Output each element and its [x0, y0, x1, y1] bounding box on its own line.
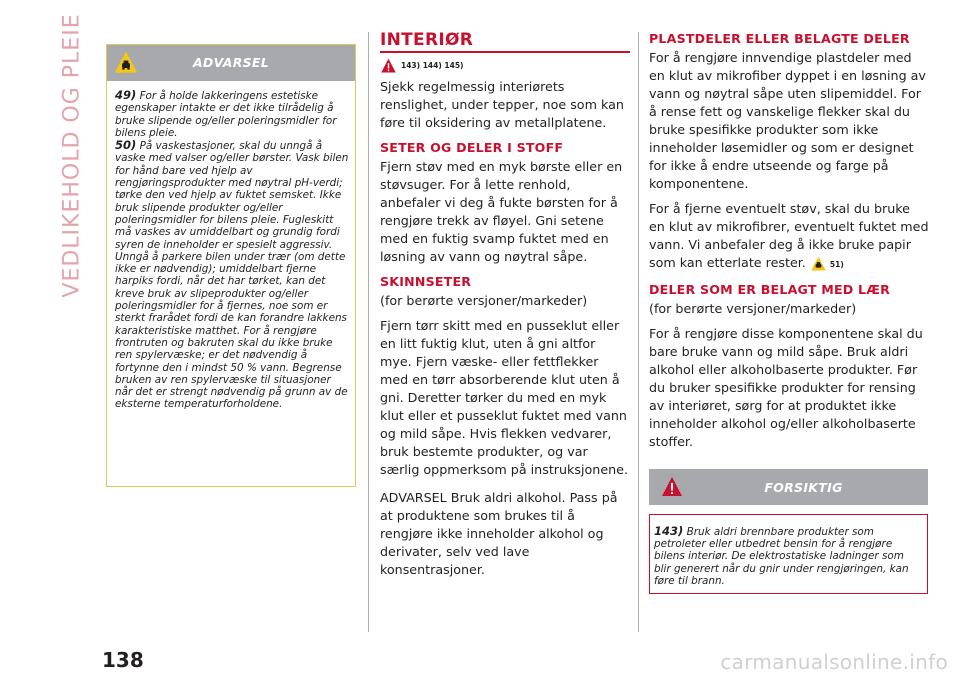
leather-parts-text: For å rengjøre disse komponentene skal du bare bruke vann og mild såpe. Bruk aldri alkohol eller alkoholbaserte produkter. Før du bruker spesifikke produkter for rensing av interiøret, sørg for at produktet ikke inneholder alkohol og/eller alkoholbaserte stoffer.: [649, 326, 923, 449]
interior-heading-rule: [380, 51, 630, 53]
seats-heading: SETER OG DELER I STOFF: [380, 140, 564, 155]
advarsel-item: [115, 89, 351, 139]
forsiktig-box-header: [649, 469, 928, 505]
column-divider-right: [638, 32, 639, 632]
column-divider-left: [368, 32, 369, 632]
advarsel-box-header: [107, 45, 355, 81]
interior-heading: INTERIØR: [380, 30, 474, 50]
plastic-text-2-wrap: [649, 200, 929, 274]
advarsel-item: [115, 139, 351, 411]
plastic-text-1: For å rengjøre innvendige plastdeler med en klut av mikrofiber dyppet i en løsning av vann og nøytral såpe uten slipemiddel. For å rense fett og vanskelige flekker skal du bruke spesifikke produkter som ikke inneholder løsemidler og som er designet for ikke å endre utseende og farge på komponentene.: [649, 50, 926, 191]
advarsel-title: ADVARSEL: [192, 55, 270, 70]
plastic-ref: 51): [829, 260, 844, 269]
forsiktig-box: [649, 469, 928, 599]
leather-seats-text: Fjern tørr skitt med en pusseklut eller en litt fuktig klut, uten å gni altfor mye. Fjern væske- eller fettflekker med en tørr absorberende klut uten å gni. Deretter tørker du med en myk klut eller et pusseklut fuktet med vann og mild såpe. Hvis flekken vedvarer, bruk bestemte produkter, og var særlig oppmerksom på instruksjonene.: [380, 318, 629, 477]
interior-refs-row: [380, 56, 630, 74]
leather-parts-heading: DELER SOM ER BELAGT MED LÆR: [649, 282, 890, 297]
interior-intro: Sjekk regelmessig interiørets renslighet, under tepper, noe som kan føre til oksidering av metallplatene.: [380, 79, 624, 130]
advarsel-item-text: På vaskestasjoner, skal du unngå å vaske med valser og/eller børster. Vask bilen for hånd bare ved hjelp av rengjøringsprodukter med nøytral pH-verdi; tørke den ved hjelp av fuktet semsket. Ikke bruk slipende produkter og/eller poleringsmidler for bilens pleie. Fugleskitt må vaskes av umiddelbart og grundig fordi syren de inneholder er spesielt aggressiv. Unngå å parkere bilen under trær (om dette ikke er nødvendig); umiddelbart fjerne harpiks fordi, når det har tørket, kan det kreve bruk av slipeprodukter og/eller poleringsmidler for å fjernes, noe som er sterkt frarådet fordi de kan forandre lakkens karakteristiske matthet. For å rengjøre frontruten og bakruten skal du ikke bruke ren spylervæske; er det nødvendig å fortynne den i mindst 50 % vann. Begrense bruken av ren spylervæske til situasjoner når det er strengt nødvendig på grunn av de eksterne temperaturforholdene.: [115, 140, 349, 411]
advarsel-item-number: 49): [115, 88, 137, 102]
forsiktig-item-number: 143): [654, 524, 684, 538]
advarsel-item-number: 50): [115, 138, 137, 153]
forsiktig-item-text: Bruk aldri brennbare produkter som petroleter eller utbedret bensin for å rengjøre bilens interiør. De elektrostatiske ladninger som blir generert når du gnir under rengjøringen, kan føre til brann.: [654, 526, 909, 587]
advarsel-body: [107, 81, 355, 417]
car-warning-icon: [810, 256, 827, 272]
advarsel-box: [106, 44, 356, 487]
hazard-warning-icon: [380, 58, 397, 74]
plastic-column: [649, 30, 929, 458]
alcohol-warning-text: ADVARSEL Bruk aldri alkohol. Pass på at produktene som brukes til å rengjøre ikke inneholder alkohol og derivater, selv ved lave konsentrasjoner.: [380, 490, 618, 577]
interior-refs: 143) 144) 145): [401, 60, 464, 70]
advarsel-item-text: For å holde lakkeringens estetiske egenskaper intakte er det ikke tilrådelig å bruke slipende og/eller poleringsmidler for bilens pleie.: [115, 90, 337, 139]
section-side-title: [50, 12, 94, 298]
plastic-heading: PLASTDELER ELLER BELAGTE DELER: [649, 31, 910, 46]
leather-seats-note: (for berørte versjoner/markeder): [380, 293, 588, 308]
seats-text: Fjern støv med en myk børste eller en støvsuger. For å lette renhold, anbefaler vi deg å fukte børsten for å rengjøre trekk av fløyel. Gni setene med en fuktig svamp fuktet med en løsning av vann og nøytral såpe.: [380, 159, 623, 264]
interior-column: [380, 30, 630, 586]
plastic-text-2: For å fjerne eventuelt støv, skal du bruke en klut av mikrofibrer, eventuelt fuktet med vann. Vi anbefaler deg å ikke bruke papir som kan etterlate rester.: [649, 201, 929, 270]
leather-parts-note: (for berørte versjoner/markeder): [649, 301, 857, 316]
page-number: 138: [102, 648, 144, 672]
forsiktig-body: [649, 514, 928, 594]
forsiktig-title: FORSIKTIG: [764, 480, 843, 495]
leather-seats-heading: SKINNSETER: [380, 274, 472, 289]
section-side-title-text: VEDLIKEHOLD OG PLEIE: [59, 12, 85, 298]
watermark: carmanualsonline.info: [720, 650, 948, 674]
